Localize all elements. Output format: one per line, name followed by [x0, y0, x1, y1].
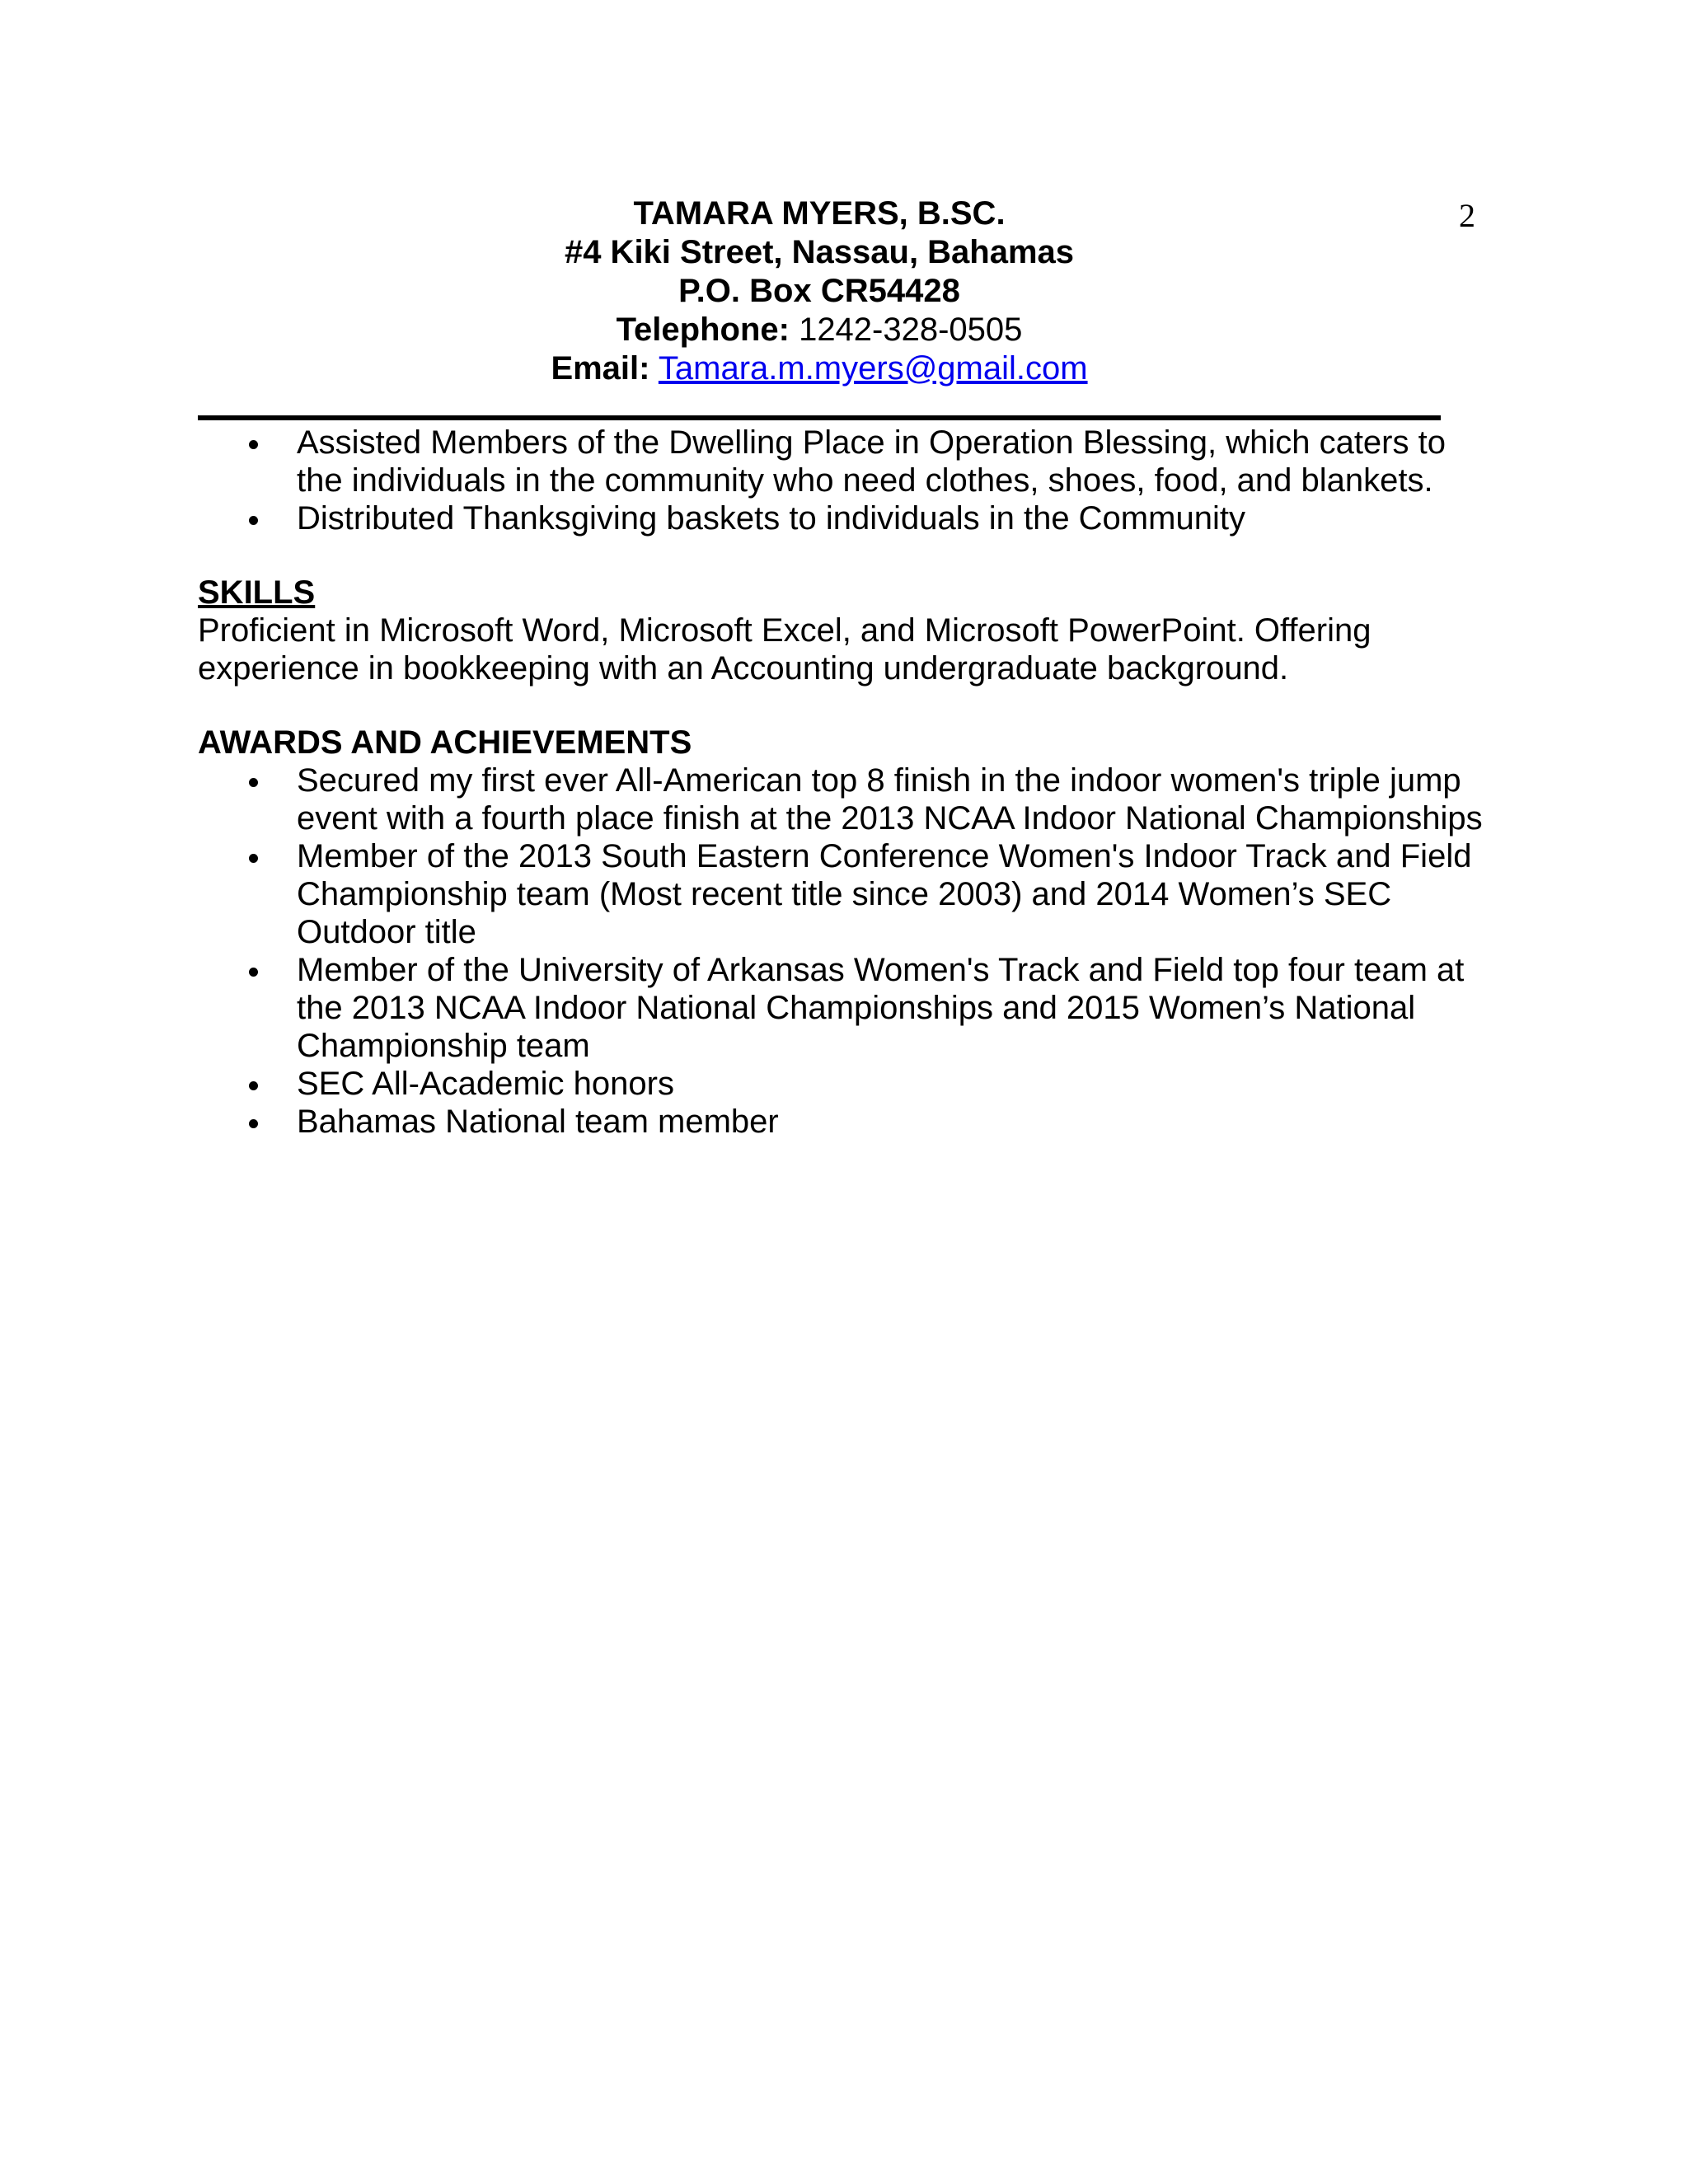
page-number: 2: [1459, 197, 1475, 234]
list-item: SEC All-Academic honors: [198, 1065, 1492, 1103]
list-item: Bahamas National team member: [198, 1103, 1492, 1141]
email-label: Email:: [551, 350, 650, 387]
telephone-value: 1242-328-0505: [789, 312, 1023, 348]
email-line: [198, 349, 1441, 388]
skills-text: Proficient in Microsoft Word, Microsoft Excel, and Microsoft PowerPoint. Offering experience in bookkeeping with an Accounting undergraduate background.: [198, 612, 1372, 687]
list-item: Distributed Thanksgiving baskets to individuals in the Community: [198, 499, 1492, 537]
awards-list: [198, 762, 1484, 1141]
list-item: Assisted Members of the Dwelling Place in Operation Blessing, which caters to the individuals in the community who need clothes, shoes, food, and blankets.: [198, 424, 1492, 499]
awards-heading: AWARDS AND ACHIEVEMENTS: [198, 724, 692, 761]
list-item: Member of the 2013 South Eastern Conference Women's Indoor Track and Field Championship team (Most recent title since 2003) and 2014 Women’s SEC Outdoor title: [198, 837, 1492, 951]
resume-header: [198, 194, 1441, 388]
header-divider: [198, 415, 1441, 420]
telephone-label: Telephone:: [616, 312, 790, 348]
skills-heading: SKILLS: [198, 574, 316, 611]
resume-body: [198, 424, 1484, 1141]
street-address: #4 Kiki Street, Nassau, Bahamas: [564, 234, 1075, 270]
list-item: Secured my first ever All-American top 8 finish in the indoor women's triple jump event with a fourth place finish at the 2013 NCAA Indoor National Championships: [198, 762, 1492, 837]
candidate-name: TAMARA MYERS, B.SC.: [633, 195, 1006, 232]
community-service-list: [198, 424, 1484, 537]
list-item: Member of the University of Arkansas Women's Track and Field top four team at the 2013 NCAA Indoor National Championships and 2015 Women’s National Championship team: [198, 951, 1492, 1065]
email-link[interactable]: Tamara.m.myers@gmail.com: [658, 350, 1088, 387]
po-box: P.O. Box CR54428: [678, 273, 960, 309]
telephone-line: [198, 311, 1441, 349]
